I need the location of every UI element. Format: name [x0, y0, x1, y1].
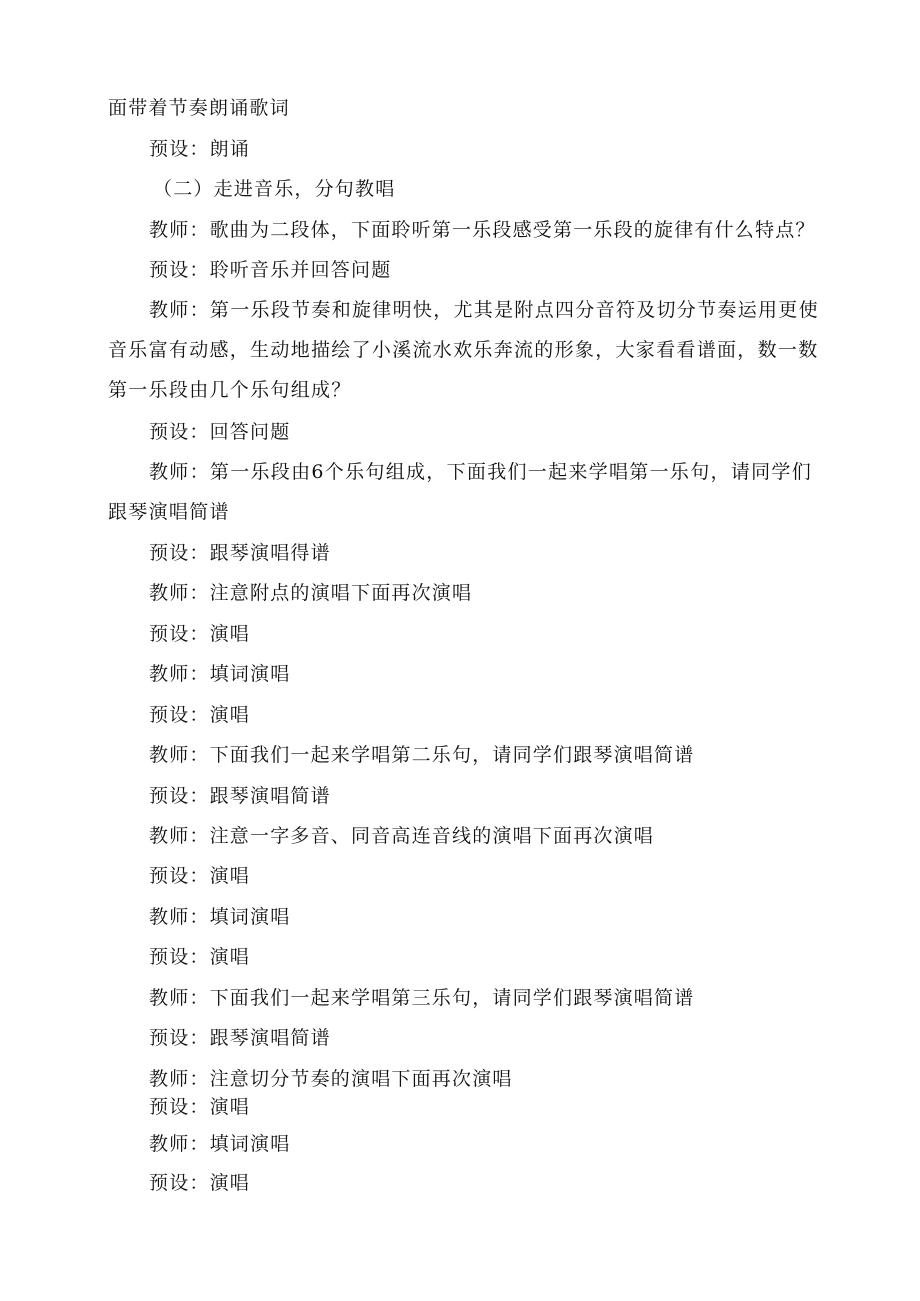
- text-paragraph-teacher: 教师：第一乐段由6个乐句组成，下面我们一起来学唱第一乐句，请同学们跟琴演唱简谱: [108, 461, 812, 523]
- text-line-teacher: 教师：下面我们一起来学唱第三乐句，请同学们跟琴演唱简谱: [149, 987, 695, 1009]
- text-line-preset: 预设：演唱: [149, 865, 251, 887]
- text-line-teacher: 教师：下面我们一起来学唱第二乐句，请同学们跟琴演唱简谱: [149, 744, 695, 766]
- text-line-preset: 预设：演唱: [149, 623, 251, 645]
- section-heading: （二）走进音乐，分句教唱: [153, 178, 396, 200]
- text-line-preset: 预设：回答问题: [149, 421, 291, 443]
- text-line-preset: 预设：演唱: [149, 1172, 251, 1194]
- text-line-preset: 预设：演唱: [149, 946, 251, 968]
- text-line-preset: 预设：演唱: [149, 704, 251, 726]
- text-line-preset: 预设：跟琴演唱简谱: [149, 1027, 331, 1049]
- text-line-preset: 预设：演唱: [149, 1096, 251, 1118]
- text-line-teacher: 教师：注意附点的演唱下面再次演唱: [149, 582, 473, 604]
- text-line-preset: 预设：跟琴演唱简谱: [149, 785, 331, 807]
- text-line-continuation: 面带着节奏朗诵歌词: [108, 97, 290, 119]
- text-line-preset: 预设：跟琴演唱得谱: [149, 542, 331, 564]
- text-line-teacher: 教师：填词演唱: [149, 663, 291, 685]
- text-line-teacher: 教师：歌曲为二段体，下面聆听第一乐段感受第一乐段的旋律有什么特点？: [149, 219, 816, 241]
- text-line-teacher: 教师：填词演唱: [149, 906, 291, 928]
- text-line-preset: 预设：聆听音乐并回答问题: [149, 259, 392, 281]
- text-line-teacher: 教师：填词演唱: [149, 1133, 291, 1155]
- text-line-teacher: 教师：注意一字多音、同音高连音线的演唱下面再次演唱: [149, 825, 655, 847]
- text-paragraph-teacher: 教师：第一乐段节奏和旋律明快，尤其是附点四分音符及切分节奏运用更使音乐富有动感，生动地描绘了小溪流水欢乐奔流的形象，大家看看谱面，数一数第一乐段由几个乐句组成？: [108, 299, 819, 401]
- text-line-preset: 预设：朗诵: [149, 138, 251, 160]
- text-line-teacher: 教师：注意切分节奏的演唱下面再次演唱: [149, 1068, 513, 1090]
